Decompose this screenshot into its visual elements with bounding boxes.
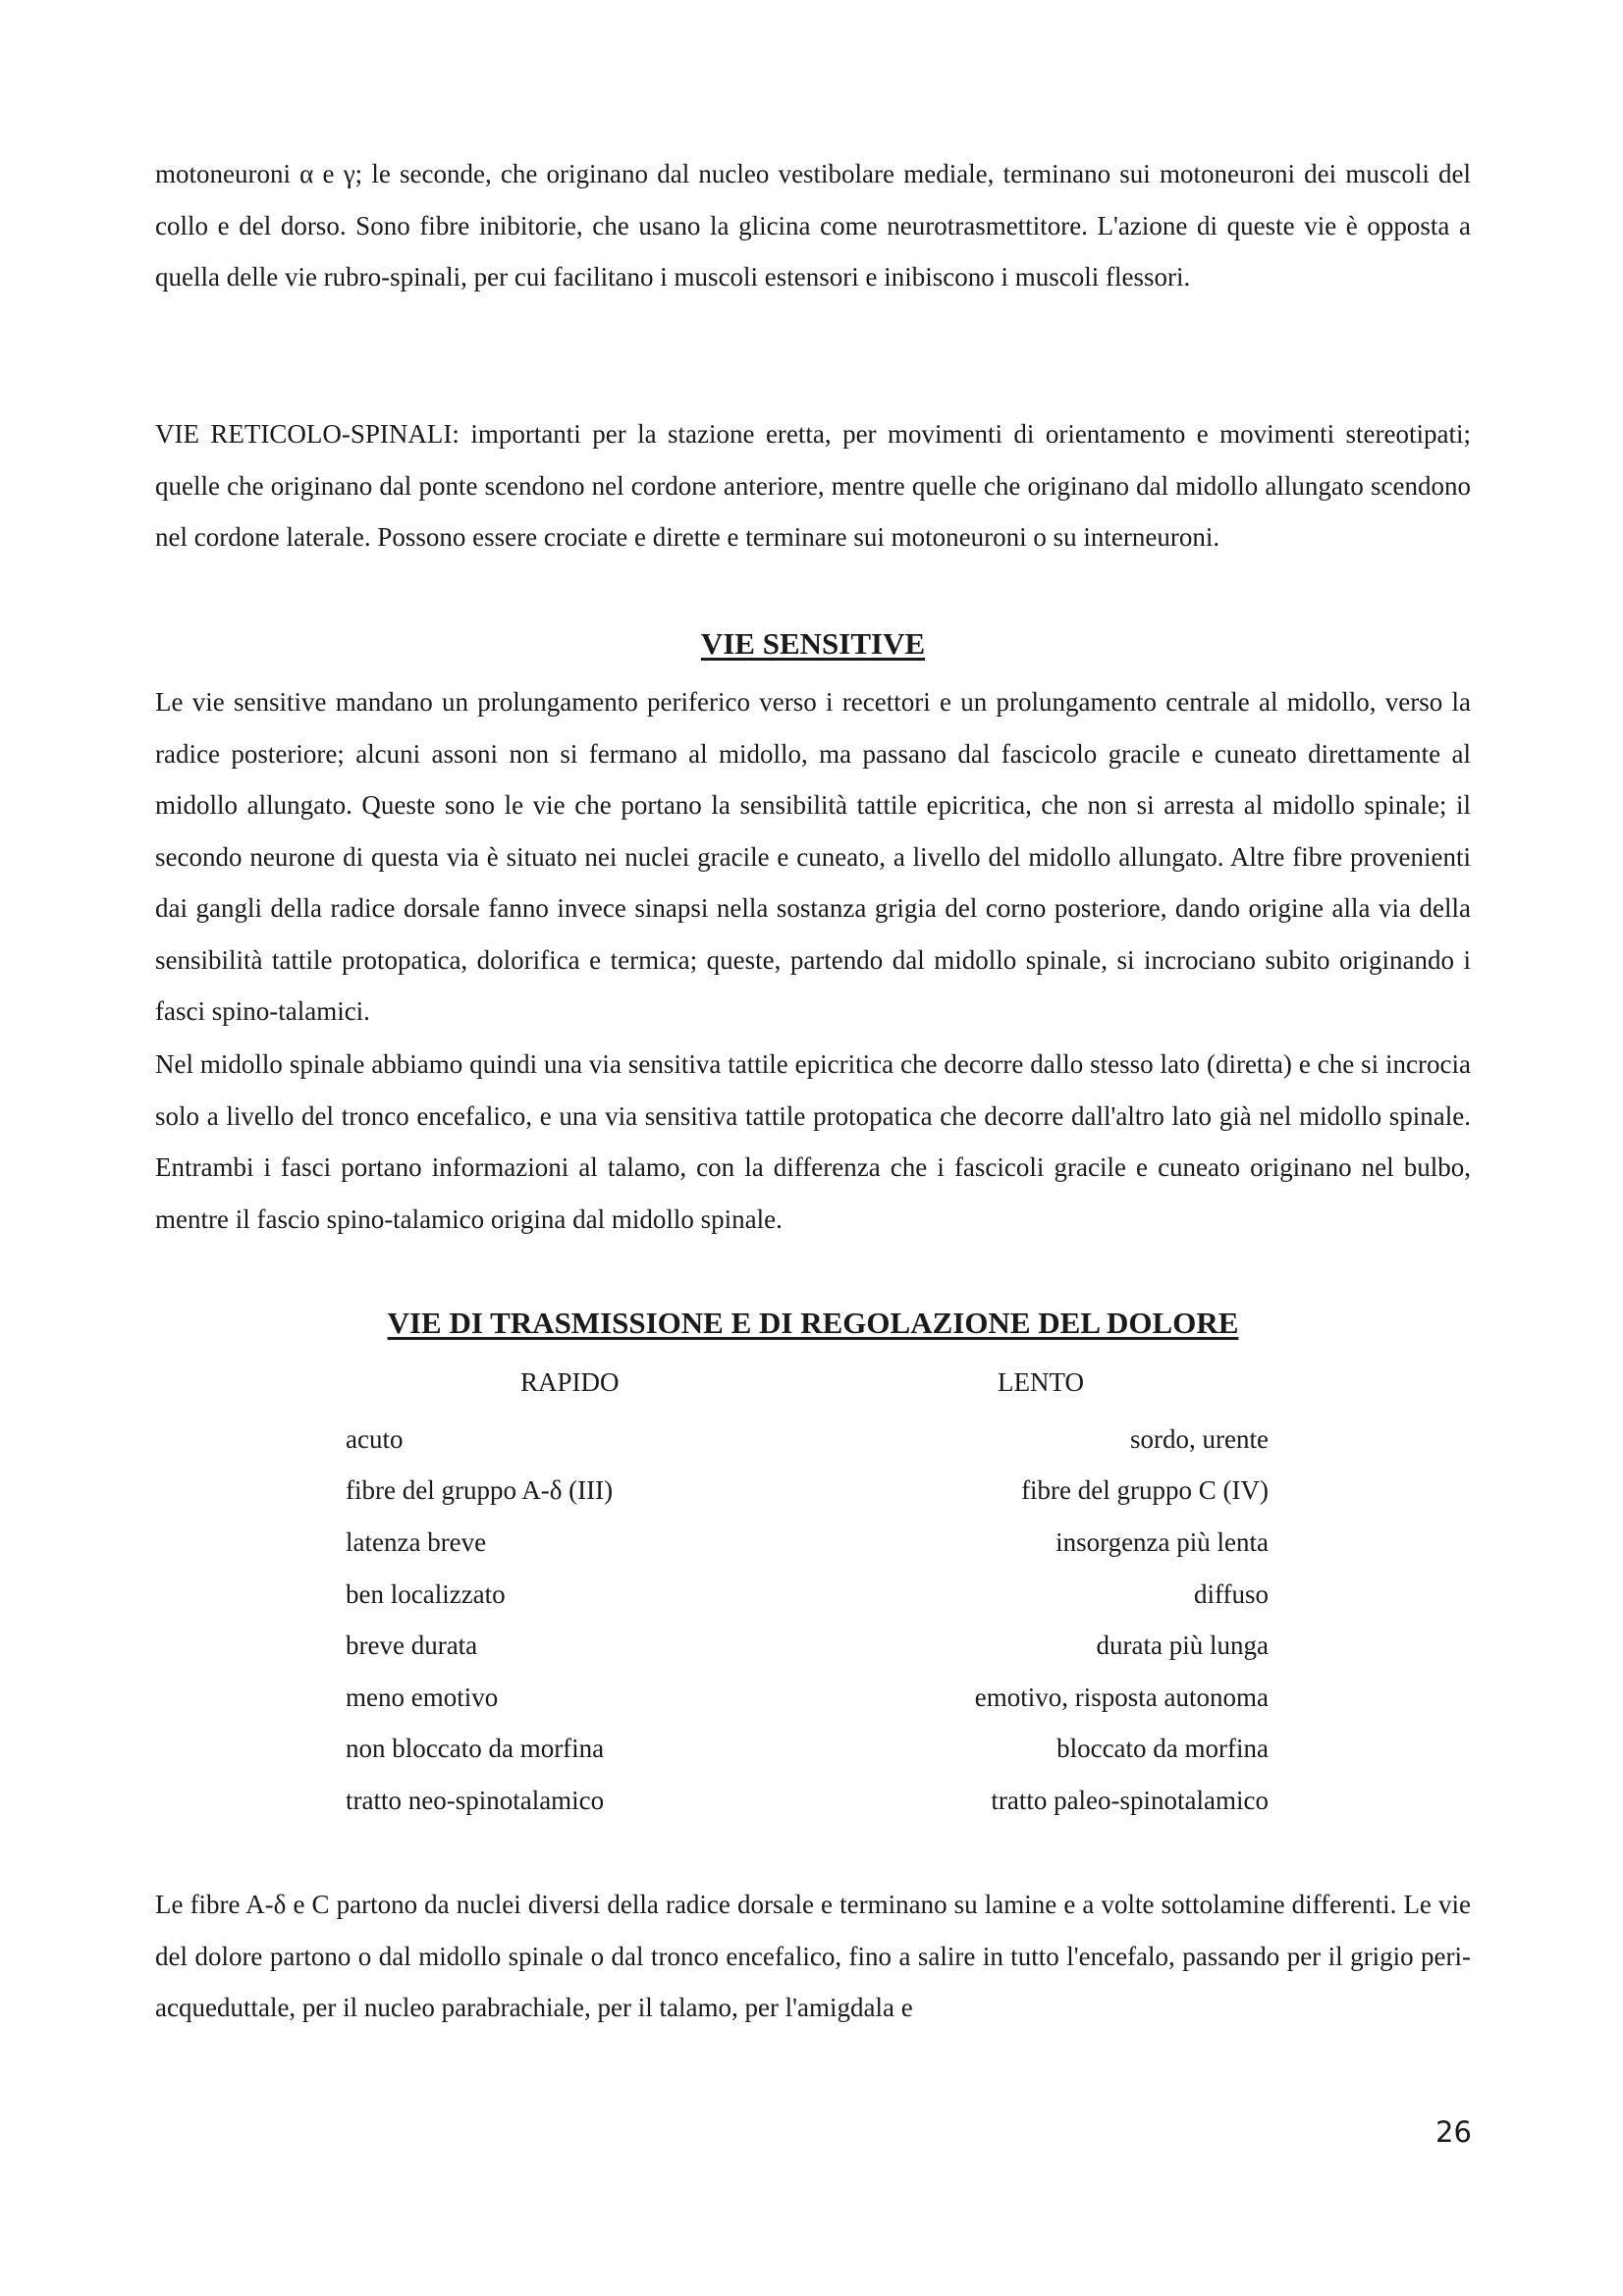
slow-cell: sordo, urente [1130,1423,1269,1454]
rapid-cell: acuto [346,1423,404,1454]
rapid-cell: breve durata [346,1630,478,1661]
table-row [346,1620,1269,1672]
table-row [346,1517,1269,1569]
table-row [346,1672,1269,1724]
rapid-cell: latenza breve [346,1526,487,1557]
slow-cell: durata più lunga [1096,1630,1269,1661]
heading-pain-pathways: VIE DI TRASMISSIONE E DI REGOLAZIONE DEL DOLORE [387,1306,1239,1340]
column-header-rapido: RAPIDO [520,1367,620,1397]
paragraph-sensitive-pathways: Le vie sensitive mandano un prolungamento periferico verso i recettori e un prolungamento centrale al midollo, verso la radice posteriore; alcuni assoni non si fermano al midollo, ma passano dal fascicolo gracile e cuneato direttamente al midollo allungato. Queste sono le vie che portano la sensibilità tattile epicritica, che non si arresta al midollo spinale; il secondo neurone di questa via è situato nei nuclei gracile e cuneato, a livello del midollo allungato. Altre fibre provenienti dai gangli della radice dorsale fanno invece sinapsi nella sostanza grigia del corno posteriore, dando origine alla via della sensibilità tattile protopatica, dolorifica e termica; queste, partendo dal midollo spinale, si incrociano subito originando i fasci spino-talamici. [155,687,1471,1026]
table-row [346,1569,1269,1621]
slow-cell: bloccato da morfina [1056,1734,1269,1764]
table-row [346,1466,1269,1518]
slow-cell: tratto paleo-spinotalamico [991,1785,1269,1815]
rapid-cell: ben localizzato [346,1578,506,1609]
table-row [346,1414,1269,1466]
column-header-lento: LENTO [998,1367,1084,1397]
heading-vie-sensitive: VIE SENSITIVE [700,626,926,661]
rapid-cell: non bloccato da morfina [346,1734,605,1764]
paragraph-reticulo-spinal: VIE RETICOLO-SPINALI: importanti per la stazione eretta, per movimenti di orientamento e movimenti stereotipati; quelle che originano dal ponte scendono nel cordone anteriore, mentre quelle che originano dal midollo allungato scendono nel cordone laterale. Possono essere crociate e dirette e terminare sui motoneuroni o su interneuroni. [155,419,1471,552]
slow-cell: fibre del gruppo C (IV) [1021,1475,1269,1506]
slow-cell: emotivo, risposta autonoma [974,1682,1269,1712]
table-row [346,1775,1269,1827]
table-row [346,1724,1269,1776]
page-number: 26 [1435,2115,1472,2149]
paragraph-spinal-pathways-summary: Nel midollo spinale abbiamo quindi una via sensitiva tattile epicritica che decorre dallo stesso lato (diretta) e che si incrocia solo a livello del tronco encefalico, e una via sensitiva tattile protopatica che decorre dall'altro lato già nel midollo spinale. Entrambi i fasci portano informazioni al talamo, con la differenza che i fascicoli gracile e cuneato originano nel bulbo, mentre il fascio spino-talamico origina dal midollo spinale. [155,1049,1471,1234]
rapid-cell: meno emotivo [346,1682,499,1712]
paragraph-pain-fibers: Le fibre A-δ e C partono da nuclei diversi della radice dorsale e terminano su lamine e a volte sottolamine differenti. Le vie del dolore partono o dal midollo spinale o dal tronco encefalico, fino a salire in tutto l'encefalo, passando per il grigio peri-acqueduttale, per il nucleo parabrachiale, per il talamo, per l'amigdala e [155,1890,1471,2022]
rapid-cell: fibre del gruppo A-δ (III) [346,1475,614,1506]
paragraph-vestibulo-spinal: motoneuroni α e γ; le seconde, che originano dal nucleo vestibolare mediale, terminano sui motoneuroni dei muscoli del collo e del dorso. Sono fibre inibitorie, che usano la glicina come neurotrasmettitore. L'azione di queste vie è opposta a quella delle vie rubro-spinali, per cui facilitano i muscoli estensori e inibiscono i muscoli flessori. [155,159,1471,292]
slow-cell: insorgenza più lenta [1055,1526,1269,1557]
slow-cell: diffuso [1193,1578,1269,1609]
pain-table-rows [346,1414,1269,1827]
rapid-cell: tratto neo-spinotalamico [346,1785,605,1815]
